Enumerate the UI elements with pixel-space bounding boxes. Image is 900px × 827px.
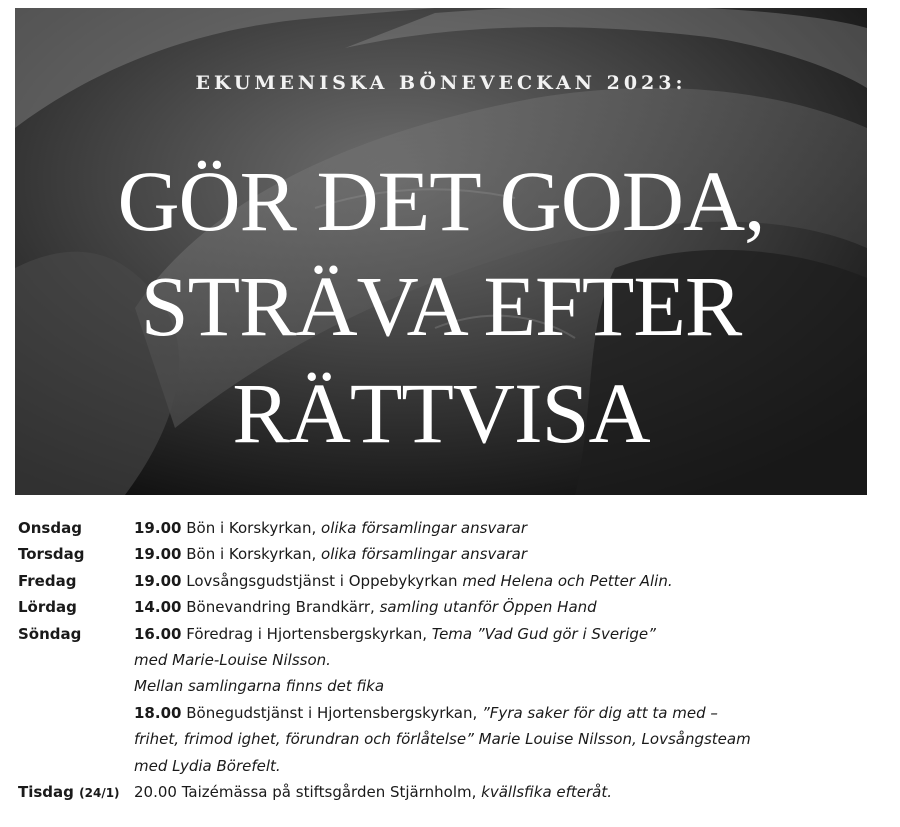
schedule-row-onsdag <box>18 515 888 541</box>
day-label <box>18 779 120 806</box>
event-place: Föredrag i Hjortensbergskyrkan, <box>186 624 427 643</box>
event-time: 19.00 <box>134 519 182 537</box>
day-name: Tisdag <box>18 782 74 801</box>
event-note: med Helena och Petter Alin. <box>462 571 673 590</box>
headline-line-1: GÖR DET GODA, <box>117 153 765 249</box>
schedule-row-sondag-evening-cont-1 <box>18 726 888 752</box>
event <box>134 515 527 541</box>
event-note-continued: frihet, frimod ighet, förundran och förlåtelse” Marie Louise Nilsson, Lovsångsteam <box>134 730 751 749</box>
day-label: Lördag <box>18 598 77 617</box>
event-note: samling utanför Öppen Hand <box>379 598 597 617</box>
event-time: 18.00 <box>134 703 182 722</box>
event-note-continued: med Lydia Börefelt. <box>134 756 281 775</box>
event <box>134 594 597 620</box>
event <box>134 779 612 805</box>
headline-line-2: STRÄVA EFTER <box>140 258 742 354</box>
event-continuation <box>134 647 331 673</box>
event-place: Bönegudstjänst i Hjortensbergskyrkan, <box>186 703 478 722</box>
event-note: ”Fyra saker för dig att ta med – <box>482 703 718 722</box>
event-note: olika församlingar ansvarar <box>321 519 528 537</box>
schedule-list <box>18 515 888 805</box>
event-place: Taizémässa på stiftsgården Stjärnholm, <box>181 782 477 801</box>
event-note-continued: med Marie-Louise Nilsson. <box>134 650 331 669</box>
day-date: (24/1) <box>79 785 120 800</box>
event-place: Lovsångsgudstjänst i Oppebykyrkan <box>186 571 458 590</box>
schedule-row-sondag-evening-cont-2 <box>18 753 888 779</box>
event <box>134 700 718 726</box>
event <box>134 541 527 567</box>
schedule-row-lordag <box>18 594 888 620</box>
event-continuation <box>134 726 751 752</box>
schedule-row-fredag <box>18 568 888 594</box>
event-continuation <box>134 753 281 779</box>
schedule-row-torsdag <box>18 541 888 567</box>
event-note: olika församlingar ansvarar <box>321 545 528 564</box>
schedule-row-sondag-cont-1 <box>18 647 888 673</box>
event-time: 14.00 <box>134 598 182 617</box>
event-note-continued: Mellan samlingarna finns det fika <box>134 677 385 696</box>
event-note: kvällsfika efteråt. <box>481 782 613 801</box>
hero-banner <box>15 8 867 495</box>
day-label: Fredag <box>18 571 77 590</box>
event-place: Bönevandring Brandkärr, <box>186 598 375 617</box>
event-continuation <box>134 673 384 699</box>
day-label: Söndag <box>18 624 82 643</box>
event <box>134 621 656 647</box>
event-time: 19.00 <box>134 545 182 564</box>
event-time: 19.00 <box>134 571 182 590</box>
schedule-row-sondag <box>18 621 888 647</box>
event <box>134 568 673 594</box>
schedule-row-sondag-cont-2 <box>18 673 888 699</box>
event-place: Bön i Korskyrkan, <box>186 519 317 537</box>
event-time: 20.00 <box>134 782 177 801</box>
day-label: Torsdag <box>18 545 85 564</box>
schedule-row-sondag-evening <box>18 700 888 726</box>
day-label: Onsdag <box>18 519 82 537</box>
banner-kicker: EKUMENISKA BÖNEVECKAN 2023: <box>195 72 687 94</box>
schedule-row-tisdag <box>18 779 888 805</box>
headline-line-3: RÄTTVISA <box>232 365 650 461</box>
event-place: Bön i Korskyrkan, <box>186 545 317 564</box>
event-note: Tema ”Vad Gud gör i Sverige” <box>431 624 656 643</box>
event-time: 16.00 <box>134 624 182 643</box>
